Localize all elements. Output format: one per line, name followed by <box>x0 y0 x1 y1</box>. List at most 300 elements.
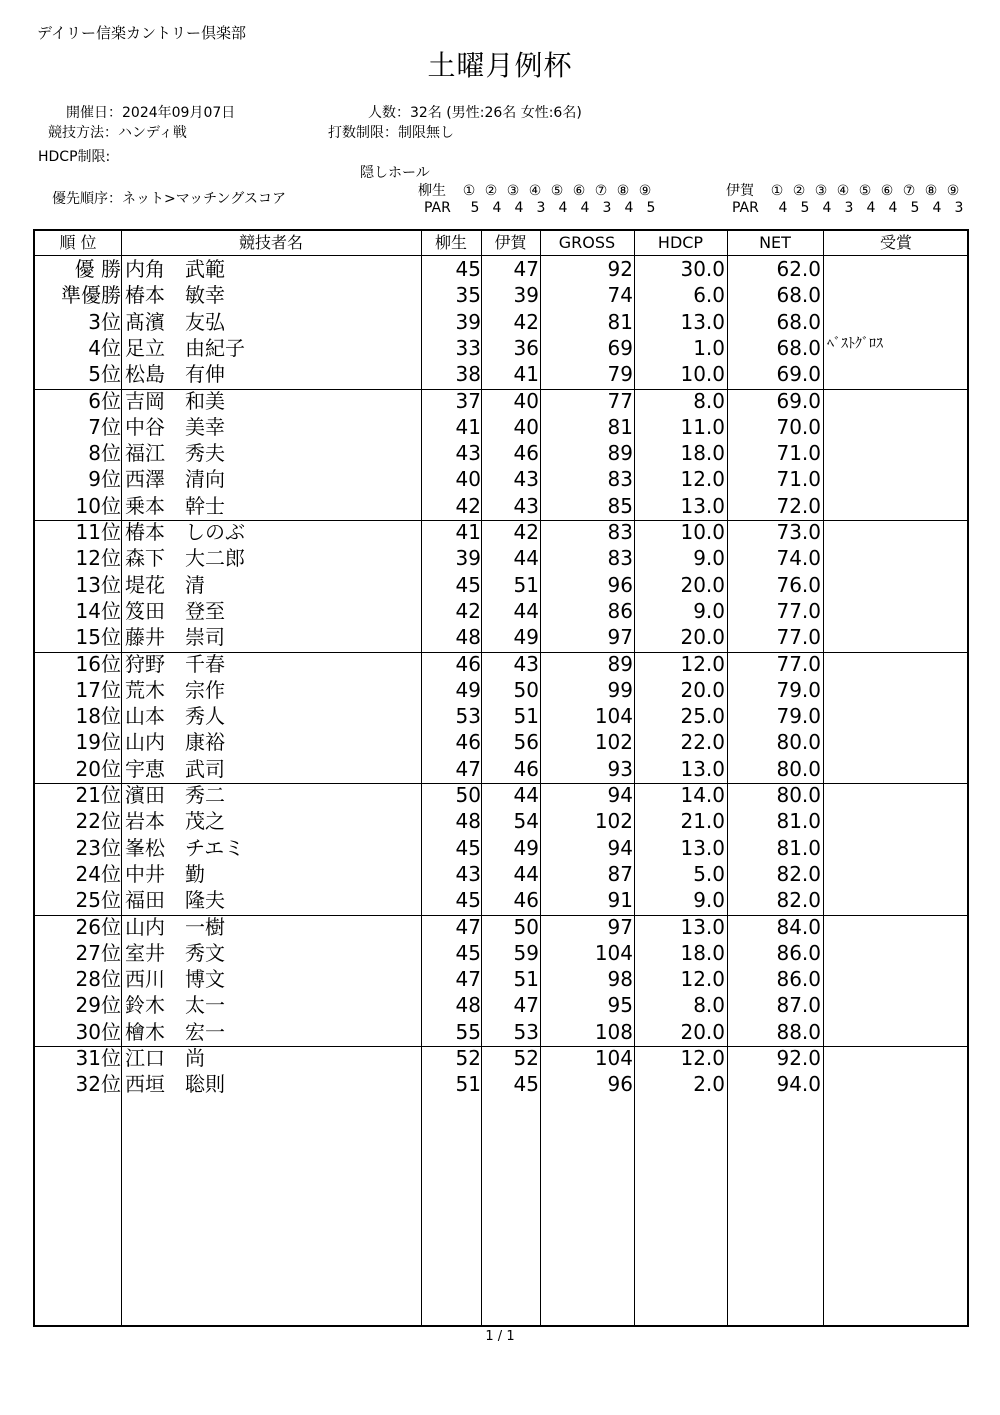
table-row <box>35 835 967 861</box>
cell-iga: 50 <box>513 914 539 939</box>
cell-iga: 40 <box>513 414 539 439</box>
cell-name: 乗本 幹士 <box>125 493 225 518</box>
cell-gross: 102 <box>594 809 633 834</box>
cell-hdcp: 13.0 <box>680 756 725 781</box>
stroke-limit-value: 制限無し <box>398 125 454 141</box>
cell-name: 江口 尚 <box>125 1046 205 1070</box>
table-row <box>35 914 967 940</box>
par-label: PAR <box>732 200 759 216</box>
cell-name: 檜木 宏一 <box>125 1019 225 1044</box>
table-row <box>35 388 967 414</box>
cell-name: 笈田 登至 <box>125 598 225 623</box>
table-row <box>35 782 967 808</box>
cell-rank: 10位 <box>75 493 121 518</box>
cell-iga: 56 <box>513 730 539 755</box>
cell-net: 79.0 <box>776 704 821 729</box>
cell-net: 70.0 <box>776 414 821 439</box>
cell-hdcp: 12.0 <box>680 651 725 676</box>
cell-hdcp: 21.0 <box>680 809 725 834</box>
cell-yagyu: 45 <box>455 888 481 913</box>
hole-mark: ⑤ <box>550 183 564 199</box>
header-name: 競技者名 <box>238 233 303 252</box>
par-value: 3 <box>844 200 854 216</box>
par-value: 4 <box>866 200 876 216</box>
cell-iga: 42 <box>513 309 539 334</box>
cell-net: 68.0 <box>776 309 821 334</box>
table-row <box>35 887 967 913</box>
cell-gross: 94 <box>607 783 633 807</box>
cell-yagyu: 52 <box>455 1046 481 1070</box>
par-value: 4 <box>822 200 832 216</box>
cell-rank: 26位 <box>75 914 121 939</box>
course-name: 伊賀 <box>726 183 754 199</box>
cell-yagyu: 48 <box>455 625 481 650</box>
table-row <box>35 572 967 598</box>
cell-yagyu: 43 <box>455 861 481 886</box>
meta-priority <box>52 188 286 208</box>
cell-iga: 59 <box>513 940 539 965</box>
cell-rank: 21位 <box>75 783 121 807</box>
cell-rank: 15位 <box>75 625 121 650</box>
cell-net: 80.0 <box>776 783 821 807</box>
cell-rank: 7位 <box>88 414 121 439</box>
par-value: 4 <box>492 200 502 216</box>
cell-rank: 22位 <box>75 809 121 834</box>
cell-hdcp: 18.0 <box>680 940 725 965</box>
header-hdcp: HDCP <box>657 233 704 252</box>
cell-yagyu: 48 <box>455 993 481 1018</box>
cell-hdcp: 5.0 <box>693 861 725 886</box>
cell-iga: 51 <box>513 704 539 729</box>
cell-name: 福田 隆夫 <box>125 888 225 913</box>
group-divider <box>35 389 967 390</box>
cell-gross: 81 <box>607 309 633 334</box>
table-row <box>35 992 967 1018</box>
cell-iga: 43 <box>513 467 539 492</box>
header-iga: 伊賀 <box>494 233 527 252</box>
cell-gross: 74 <box>607 283 633 308</box>
table-row <box>35 1019 967 1045</box>
cell-hdcp: 1.0 <box>693 335 725 360</box>
hole-mark: ⑥ <box>880 183 894 199</box>
table-row <box>35 519 967 545</box>
header-rank: 順 位 <box>59 233 97 252</box>
cell-hdcp: 20.0 <box>680 625 725 650</box>
cell-name: 森下 大二郎 <box>125 546 245 571</box>
cell-iga: 46 <box>513 441 539 466</box>
hole-mark: ② <box>792 183 806 199</box>
date-value: 2024年09月07日 <box>122 105 236 121</box>
cell-rank: 27位 <box>75 940 121 965</box>
cell-gross: 108 <box>594 1019 633 1044</box>
cell-yagyu: 37 <box>455 388 481 413</box>
cell-net: 87.0 <box>776 993 821 1018</box>
table-row <box>35 282 967 308</box>
cell-iga: 47 <box>513 257 539 281</box>
table-row <box>35 861 967 887</box>
cell-yagyu: 51 <box>455 1072 481 1097</box>
cell-iga: 46 <box>513 888 539 913</box>
cell-yagyu: 40 <box>455 467 481 492</box>
cell-net: 73.0 <box>776 520 821 544</box>
cell-rank: 28位 <box>75 967 121 992</box>
cell-hdcp: 12.0 <box>680 1046 725 1070</box>
par-value: 5 <box>646 200 656 216</box>
cell-hdcp: 13.0 <box>680 309 725 334</box>
priority-label: 優先順序： <box>52 191 122 207</box>
cell-yagyu: 53 <box>455 704 481 729</box>
hole-mark: ⑨ <box>946 183 960 199</box>
table-row <box>35 545 967 571</box>
meta-hdcp-limit: HDCP制限: <box>38 149 111 165</box>
cell-hdcp: 9.0 <box>693 888 725 913</box>
cell-yagyu: 39 <box>455 309 481 334</box>
cell-gross: 93 <box>607 756 633 781</box>
cell-net: 81.0 <box>776 809 821 834</box>
cell-rank: 16位 <box>75 651 121 676</box>
cell-net: 69.0 <box>776 362 821 387</box>
cell-iga: 44 <box>513 546 539 571</box>
cell-hdcp: 20.0 <box>680 677 725 702</box>
par-value: 4 <box>888 200 898 216</box>
stroke-limit-label: 打数制限： <box>328 125 398 141</box>
cell-rank: 14位 <box>75 598 121 623</box>
cell-rank: 20位 <box>75 756 121 781</box>
cell-gross: 95 <box>607 993 633 1018</box>
hole-mark: ③ <box>814 183 828 199</box>
cell-name: 山内 一樹 <box>125 914 225 939</box>
cell-net: 71.0 <box>776 441 821 466</box>
course-yagyu-holes <box>418 180 656 200</box>
cell-rank: 24位 <box>75 861 121 886</box>
cell-gross: 98 <box>607 967 633 992</box>
cell-iga: 41 <box>513 362 539 387</box>
table-row <box>35 808 967 834</box>
cell-iga: 53 <box>513 1019 539 1044</box>
cell-iga: 49 <box>513 625 539 650</box>
cell-name: 濱田 秀二 <box>125 783 225 807</box>
cell-net: 92.0 <box>776 1046 821 1070</box>
table-row <box>35 309 967 335</box>
par-value: 4 <box>580 200 590 216</box>
par-value: 5 <box>800 200 810 216</box>
cell-yagyu: 46 <box>455 730 481 755</box>
cell-rank: 25位 <box>75 888 121 913</box>
group-divider <box>35 520 967 521</box>
par-value: 3 <box>536 200 546 216</box>
cell-name: 中谷 美幸 <box>125 414 225 439</box>
cell-hdcp: 13.0 <box>680 914 725 939</box>
cell-iga: 36 <box>513 335 539 360</box>
table-row <box>35 466 967 492</box>
cell-name: 山内 康裕 <box>125 730 225 755</box>
cell-name: 鈴木 太一 <box>125 993 225 1018</box>
cell-gross: 83 <box>607 546 633 571</box>
cell-net: 82.0 <box>776 888 821 913</box>
hole-mark: ④ <box>836 183 850 199</box>
cell-yagyu: 42 <box>455 598 481 623</box>
cell-gross: 94 <box>607 835 633 860</box>
cell-gross: 104 <box>594 1046 633 1070</box>
cell-rank: 32位 <box>75 1072 121 1097</box>
cell-hdcp: 20.0 <box>680 572 725 597</box>
cell-iga: 44 <box>513 861 539 886</box>
par-value: 3 <box>602 200 612 216</box>
cell-gross: 99 <box>607 677 633 702</box>
cell-name: 椿本 敏幸 <box>125 283 225 308</box>
cell-yagyu: 48 <box>455 809 481 834</box>
cell-rank: 11位 <box>75 520 121 544</box>
cell-name: 峯松 チエミ <box>125 835 245 860</box>
cell-net: 79.0 <box>776 677 821 702</box>
hole-mark: ③ <box>506 183 520 199</box>
table-row <box>35 335 967 361</box>
cell-yagyu: 46 <box>455 651 481 676</box>
header-net: NET <box>759 233 791 252</box>
cell-iga: 40 <box>513 388 539 413</box>
par-value: 4 <box>778 200 788 216</box>
hole-mark: ⑦ <box>902 183 916 199</box>
meta-participants <box>368 102 582 122</box>
course-name: 柳生 <box>418 183 446 199</box>
group-divider <box>35 915 967 916</box>
par-value: 5 <box>910 200 920 216</box>
cell-name: 藤井 崇司 <box>125 625 225 650</box>
cell-hdcp: 12.0 <box>680 467 725 492</box>
table-row <box>35 414 967 440</box>
cell-rank: 4位 <box>88 335 121 360</box>
cell-gross: 79 <box>607 362 633 387</box>
meta-date <box>66 102 235 122</box>
hidden-holes-label: 隠しホール <box>360 165 430 181</box>
cell-net: 86.0 <box>776 967 821 992</box>
cell-award: ﾍﾞｽﾄｸﾞﾛｽ <box>827 335 883 352</box>
cell-net: 80.0 <box>776 730 821 755</box>
cell-gross: 81 <box>607 414 633 439</box>
table-row <box>35 729 967 755</box>
cell-yagyu: 47 <box>455 967 481 992</box>
cell-rank: 13位 <box>75 572 121 597</box>
par-value: 5 <box>470 200 480 216</box>
cell-hdcp: 25.0 <box>680 704 725 729</box>
cell-net: 81.0 <box>776 835 821 860</box>
table-row <box>35 940 967 966</box>
cell-rank: 準優勝 <box>61 283 121 308</box>
date-label: 開催日： <box>66 105 122 121</box>
cell-hdcp: 8.0 <box>693 993 725 1018</box>
cell-iga: 44 <box>513 783 539 807</box>
cell-rank: 17位 <box>75 677 121 702</box>
cell-name: 堤花 清 <box>125 572 205 597</box>
cell-net: 77.0 <box>776 651 821 676</box>
header-award: 受賞 <box>879 233 912 252</box>
cell-rank: 30位 <box>75 1019 121 1044</box>
cell-net: 71.0 <box>776 467 821 492</box>
table-row <box>35 440 967 466</box>
cell-rank: 19位 <box>75 730 121 755</box>
cell-gross: 86 <box>607 598 633 623</box>
cell-hdcp: 22.0 <box>680 730 725 755</box>
cell-net: 68.0 <box>776 335 821 360</box>
club-name: デイリー信楽カントリー倶楽部 <box>37 24 246 42</box>
cell-yagyu: 45 <box>455 257 481 281</box>
cell-name: 岩本 茂之 <box>125 809 225 834</box>
cell-net: 72.0 <box>776 493 821 518</box>
cell-yagyu: 47 <box>455 914 481 939</box>
table-row <box>35 1045 967 1071</box>
cell-net: 76.0 <box>776 572 821 597</box>
cell-gross: 89 <box>607 441 633 466</box>
meta-method <box>48 122 187 142</box>
cell-iga: 44 <box>513 598 539 623</box>
cell-gross: 85 <box>607 493 633 518</box>
cell-gross: 104 <box>594 940 633 965</box>
cell-yagyu: 39 <box>455 546 481 571</box>
cell-net: 82.0 <box>776 861 821 886</box>
cell-yagyu: 43 <box>455 441 481 466</box>
cell-hdcp: 13.0 <box>680 835 725 860</box>
page-indicator: 1 / 1 <box>485 1329 515 1344</box>
cell-net: 77.0 <box>776 598 821 623</box>
cell-name: 松島 有伸 <box>125 362 225 387</box>
cell-name: 椿本 しのぶ <box>125 520 245 544</box>
cell-hdcp: 8.0 <box>693 388 725 413</box>
cell-name: 山本 秀人 <box>125 704 225 729</box>
cell-name: 荒木 宗作 <box>125 677 225 702</box>
cell-net: 94.0 <box>776 1072 821 1097</box>
cell-iga: 51 <box>513 572 539 597</box>
cell-yagyu: 33 <box>455 335 481 360</box>
cell-name: 福江 秀夫 <box>125 441 225 466</box>
cell-gross: 83 <box>607 467 633 492</box>
cell-hdcp: 9.0 <box>693 546 725 571</box>
cell-net: 80.0 <box>776 756 821 781</box>
cell-gross: 92 <box>607 257 633 281</box>
cell-yagyu: 41 <box>455 520 481 544</box>
table-row <box>35 966 967 992</box>
header-yagyu: 柳生 <box>434 233 467 252</box>
par-value: 4 <box>558 200 568 216</box>
priority-value: ネット>マッチングスコア <box>122 191 287 207</box>
cell-iga: 51 <box>513 967 539 992</box>
cell-rank: 優 勝 <box>74 257 121 281</box>
cell-hdcp: 30.0 <box>680 257 725 281</box>
header-gross: GROSS <box>558 233 616 252</box>
group-divider <box>35 783 967 784</box>
cell-yagyu: 35 <box>455 283 481 308</box>
cell-hdcp: 6.0 <box>693 283 725 308</box>
cell-hdcp: 9.0 <box>693 598 725 623</box>
cell-net: 68.0 <box>776 283 821 308</box>
course-iga-par <box>732 200 970 216</box>
meta-stroke-limit <box>328 122 454 142</box>
par-value: 4 <box>514 200 524 216</box>
cell-hdcp: 20.0 <box>680 1019 725 1044</box>
cell-rank: 6位 <box>88 388 121 413</box>
hole-mark: ⑧ <box>924 183 938 199</box>
cell-yagyu: 49 <box>455 677 481 702</box>
cell-iga: 50 <box>513 677 539 702</box>
cell-iga: 47 <box>513 993 539 1018</box>
cell-rank: 9位 <box>88 467 121 492</box>
cell-rank: 3位 <box>88 309 121 334</box>
hole-mark: ⑨ <box>638 183 652 199</box>
cell-yagyu: 45 <box>455 940 481 965</box>
cell-name: 西垣 聡則 <box>125 1072 225 1097</box>
cell-name: 吉岡 和美 <box>125 388 225 413</box>
table-row <box>35 598 967 624</box>
hole-mark: ① <box>770 183 784 199</box>
cell-gross: 96 <box>607 572 633 597</box>
participants-label: 人数： <box>368 105 410 121</box>
cell-gross: 104 <box>594 704 633 729</box>
cell-rank: 29位 <box>75 993 121 1018</box>
cell-hdcp: 12.0 <box>680 967 725 992</box>
cell-net: 88.0 <box>776 1019 821 1044</box>
method-value: ハンディ戦 <box>118 125 187 141</box>
table-row <box>35 651 967 677</box>
cell-gross: 96 <box>607 1072 633 1097</box>
page-title: 土曜月例杯 <box>427 49 573 82</box>
method-label: 競技方法： <box>48 125 118 141</box>
cell-net: 69.0 <box>776 388 821 413</box>
cell-yagyu: 38 <box>455 362 481 387</box>
cell-gross: 89 <box>607 651 633 676</box>
hole-mark: ⑧ <box>616 183 630 199</box>
course-yagyu-par <box>424 200 662 216</box>
table-row <box>35 493 967 519</box>
cell-gross: 91 <box>607 888 633 913</box>
cell-gross: 97 <box>607 625 633 650</box>
cell-hdcp: 14.0 <box>680 783 725 807</box>
cell-rank: 31位 <box>75 1046 121 1070</box>
cell-name: 西澤 清向 <box>125 467 225 492</box>
cell-iga: 43 <box>513 493 539 518</box>
cell-yagyu: 41 <box>455 414 481 439</box>
course-iga-holes <box>726 180 964 200</box>
table-row <box>35 361 967 387</box>
cell-hdcp: 18.0 <box>680 441 725 466</box>
cell-name: 内角 武範 <box>125 257 225 281</box>
table-row <box>35 1071 967 1097</box>
cell-iga: 45 <box>513 1072 539 1097</box>
cell-rank: 8位 <box>88 441 121 466</box>
cell-net: 62.0 <box>776 257 821 281</box>
cell-yagyu: 45 <box>455 835 481 860</box>
cell-name: 西川 博文 <box>125 967 225 992</box>
cell-name: 宇恵 武司 <box>125 756 225 781</box>
group-divider <box>35 652 967 653</box>
group-divider <box>35 1046 967 1047</box>
cell-rank: 5位 <box>88 362 121 387</box>
cell-yagyu: 50 <box>455 783 481 807</box>
cell-iga: 39 <box>513 283 539 308</box>
hole-mark: ② <box>484 183 498 199</box>
cell-gross: 69 <box>607 335 633 360</box>
participants-value: 32名 (男性:26名 女性:6名) <box>410 105 582 121</box>
cell-net: 77.0 <box>776 625 821 650</box>
cell-hdcp: 13.0 <box>680 493 725 518</box>
cell-hdcp: 11.0 <box>680 414 725 439</box>
par-value: 4 <box>624 200 634 216</box>
cell-gross: 77 <box>607 388 633 413</box>
hole-mark: ④ <box>528 183 542 199</box>
cell-iga: 46 <box>513 756 539 781</box>
cell-gross: 102 <box>594 730 633 755</box>
cell-iga: 49 <box>513 835 539 860</box>
cell-yagyu: 45 <box>455 572 481 597</box>
hole-mark: ⑥ <box>572 183 586 199</box>
